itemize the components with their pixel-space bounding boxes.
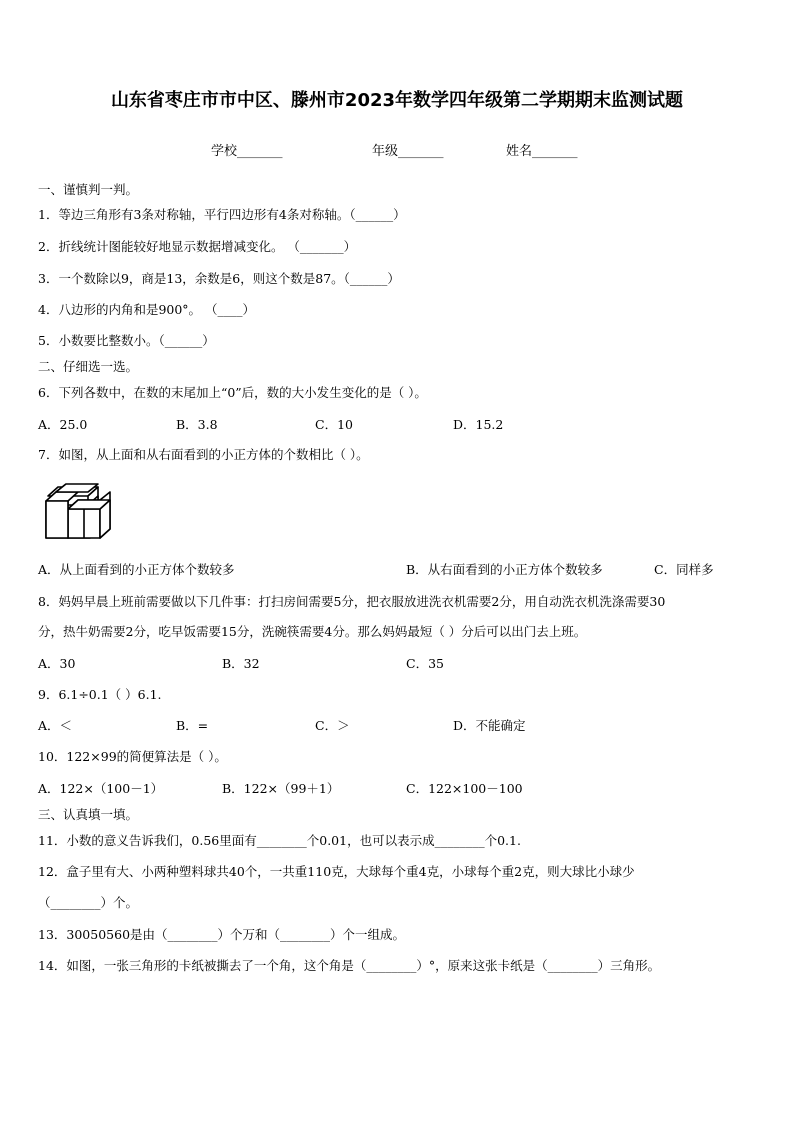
question-text: 13．30050560是由（________）个万和（________）个一组成。 (38, 927, 406, 942)
question-text: 11．小数的意义告诉我们，0.56里面有________个0.01，也可以表示成________个0.1. (38, 833, 521, 848)
question-text: 2．折线统计图能较好地显示数据增减变化。 （_______） (38, 239, 357, 254)
question-text: 14．如图，一张三角形的卡纸被撕去了一个角，这个角是（________）°，原来这张卡纸是（________）三角形。 (38, 958, 661, 973)
school-field: 学校_______ (211, 144, 283, 159)
question-text: D．不能确定 (453, 718, 526, 733)
question-text: A．从上面看到的小正方体个数较多 (38, 562, 235, 577)
question-text: A．25.0 (38, 417, 88, 432)
question-text: 1．等边三角形有3条对称轴，平行四边形有4条对称轴。（______） (38, 207, 406, 222)
question-text: C．35 (406, 656, 444, 671)
question-text: 5．小数要比整数小。（______） (38, 333, 215, 348)
question-text: 9．6.1÷0.1（ ）6.1. (38, 687, 162, 702)
question-text: 10．122×99的简便算法是（ ）。 (38, 749, 227, 764)
question-text: B．122×（99＋1） (222, 781, 340, 796)
question-text: A．122×（100－1） (38, 781, 164, 796)
question-text: 3．一个数除以9，商是13，余数是6，则这个数是87。（______） (38, 271, 400, 286)
name-field: 姓名_______ (506, 144, 578, 159)
question-text: B．32 (222, 656, 260, 671)
cube-figure (40, 483, 116, 543)
question-text: 12．盒子里有大、小两种塑料球共40个，一共重110克，大球每个重4克，小球每个重2克，则大球比小球少 (38, 864, 635, 879)
question-text: C．同样多 (654, 562, 714, 577)
question-text: A．30 (38, 656, 76, 671)
section-heading: 二、仔细选一选。 (38, 359, 139, 374)
question-text: D．15.2 (453, 417, 504, 432)
section-heading: 三、认真填一填。 (38, 807, 139, 822)
question-text: 分，热牛奶需要2分，吃早饭需要15分，洗碗筷需要4分。那么妈妈最短（ ）分后可以出门去上班。 (38, 624, 587, 639)
question-text: A．＜ (38, 718, 73, 733)
question-text: C．10 (315, 417, 353, 432)
question-text: （________）个。 (38, 895, 139, 910)
question-text: 8．妈妈早晨上班前需要做以下几件事：打扫房间需要5分，把衣服放进洗衣机需要2分，用自动洗衣机洗涤需要30 (38, 594, 666, 609)
question-text: B．3.8 (176, 417, 218, 432)
question-text: B．= (176, 718, 209, 733)
grade-field: 年级_______ (372, 144, 444, 159)
question-text: C．＞ (315, 718, 350, 733)
question-text: 6．下列各数中，在数的末尾加上“0”后，数的大小发生变化的是（ ）。 (38, 385, 427, 400)
question-text: 7．如图，从上面和从右面看到的小正方体的个数相比（ ）。 (38, 447, 369, 462)
section-heading: 一、谨慎判一判。 (38, 182, 139, 197)
question-text: B．从右面看到的小正方体个数较多 (406, 562, 603, 577)
page-title: 山东省枣庄市市中区、滕州市2023年数学四年级第二学期期末监测试题 (110, 90, 684, 111)
question-text: C．122×100－100 (406, 781, 523, 796)
question-text: 4．八边形的内角和是900°。 （____） (38, 302, 256, 317)
